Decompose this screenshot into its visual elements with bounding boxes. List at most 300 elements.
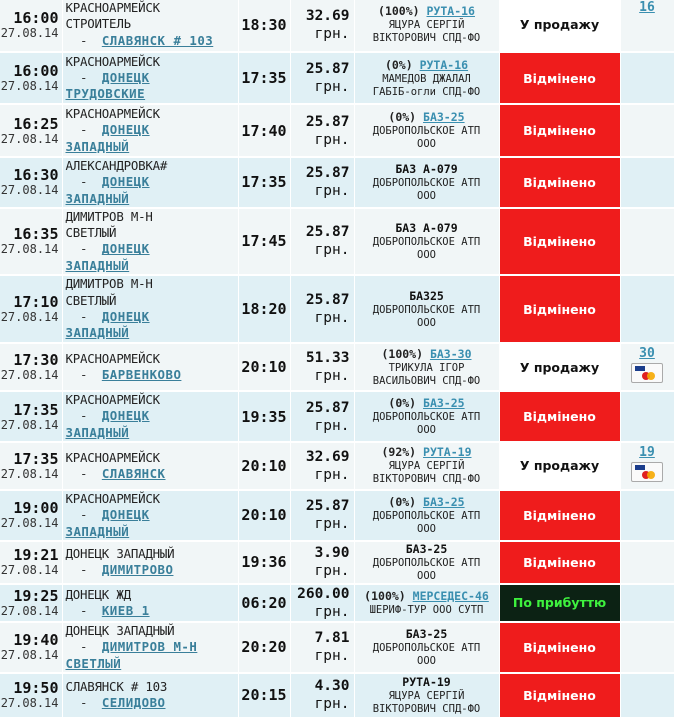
price-currency: грн. (314, 310, 350, 327)
table-row (0, 343, 674, 391)
status-badge: Відмінено (500, 175, 620, 190)
destination-link[interactable]: ДИМИТРОВ М-Н (101, 639, 198, 655)
price-value: 25.87 (305, 113, 350, 130)
price-cell (290, 275, 354, 343)
carrier-name: ДОБРОПОЛЬСКОЕ АТП (372, 125, 481, 137)
carrier-name: ООО (417, 138, 436, 150)
departure-date: 27.08.14 (0, 417, 59, 432)
bus-model: БАЗ А-079 (395, 161, 458, 176)
destination-line (66, 139, 238, 155)
carrier-name: ООО (417, 248, 436, 261)
destination-link[interactable]: ЗАПАДНЫЙ (65, 138, 130, 154)
occupancy-percent: (100%) (378, 4, 427, 18)
seats-cell (620, 157, 674, 208)
bus-cell (354, 391, 499, 442)
carrier-name: ГАБІБ-огли СПД-ФО (372, 85, 481, 98)
price-value: 25.87 (305, 224, 350, 241)
arrival-time: 20:10 (238, 490, 290, 541)
destination-line (66, 191, 238, 207)
occupancy-percent: (0%) (388, 396, 424, 411)
price-currency: грн. (314, 242, 350, 259)
status-cell (499, 490, 620, 541)
seats-cell (620, 622, 674, 673)
occupancy-percent: (0%) (388, 494, 424, 509)
destination-line (66, 524, 238, 540)
bus-line (355, 628, 499, 642)
carrier-name: ВАСИЛЬОВИЧ СПД-ФО (372, 374, 481, 387)
status-cell (499, 541, 620, 584)
destination-line (66, 425, 238, 441)
status-badge: У продажу (519, 458, 600, 474)
route-cell (62, 391, 238, 442)
status-cell (499, 442, 620, 490)
route-dash: - (65, 562, 102, 578)
departure-date: 27.08.14 (0, 603, 59, 618)
departure-date: 27.08.14 (0, 368, 59, 383)
occupancy-percent: (100%) (381, 346, 430, 361)
seats-cell (620, 490, 674, 541)
departure-date: 27.08.14 (0, 466, 59, 481)
destination-link[interactable]: СВЕТЛЫЙ (65, 655, 122, 671)
bus-line (355, 290, 499, 304)
price-currency: грн. (314, 648, 350, 665)
seats-cell (620, 584, 674, 622)
route-dash: - (65, 408, 102, 424)
carrier-name: ЯЦУРА СЕРГІЙ (388, 460, 465, 473)
bus-line (355, 496, 499, 510)
origin-name: СЛАВЯНСК # 103 (65, 679, 168, 695)
price-cell (290, 442, 354, 490)
price-currency: грн. (314, 466, 350, 483)
departure-date: 27.08.14 (0, 242, 59, 257)
price-cell (290, 157, 354, 208)
bus-cell (354, 622, 499, 673)
table-row (0, 490, 674, 541)
carrier-name: ВІКТОРОВИЧ СПД-ФО (372, 32, 481, 44)
seats-cell (620, 673, 674, 718)
arrival-time: 20:10 (238, 442, 290, 490)
destination-link[interactable]: ДОНЕЦК (101, 507, 150, 523)
route-dash: - (65, 174, 102, 190)
carrier-name: ДОБРОПОЛЬСКОЕ АТП (372, 411, 481, 424)
departure-cell (0, 541, 62, 584)
price-cell (290, 104, 354, 157)
price-cell (290, 622, 354, 673)
bus-line (355, 111, 499, 125)
bus-line (355, 446, 499, 460)
route-cell (62, 442, 238, 490)
price-value: 51.33 (305, 350, 350, 367)
table-row (0, 391, 674, 442)
table-row (0, 622, 674, 673)
route-dash: - (65, 465, 102, 481)
carrier-name: ООО (417, 654, 436, 667)
visa-mastercard-icon[interactable] (631, 462, 663, 482)
destination-link[interactable]: ДИМИТРОВО (101, 562, 174, 578)
bus-cell (354, 673, 499, 718)
route-dash: - (65, 32, 102, 48)
bus-cell (354, 442, 499, 490)
table-row (0, 0, 674, 52)
destination-link[interactable]: КИЕВ 1 (101, 602, 150, 618)
destination-link[interactable]: ЗАПАДНЫЙ (65, 257, 130, 273)
price-value: 32.69 (305, 448, 350, 465)
origin-name: КРАСНОАРМЕЙСК (65, 350, 160, 366)
arrival-time: 20:15 (238, 673, 290, 718)
bus-line (355, 163, 499, 177)
price-value: 25.87 (305, 399, 350, 416)
route-cell (62, 673, 238, 718)
departure-time: 19:50 (13, 679, 59, 698)
destination-link[interactable]: ДОНЕЦК (101, 69, 150, 85)
price-currency: грн. (314, 79, 350, 95)
seats-available-link[interactable]: 30 (639, 346, 655, 362)
price-cell (290, 343, 354, 391)
seats-cell (620, 275, 674, 343)
bus-model[interactable]: БАЗ-30 (429, 346, 472, 361)
carrier-name: ЯЦУРА СЕРГІЙ (388, 689, 465, 702)
status-cell (499, 52, 620, 104)
occupancy-percent: (92%) (381, 445, 424, 460)
departure-time: 16:30 (13, 166, 59, 185)
seats-cell (620, 343, 674, 391)
departure-time: 17:30 (13, 351, 59, 370)
bus-cell (354, 104, 499, 157)
departure-cell (0, 275, 62, 343)
bus-cell (354, 208, 499, 275)
bus-model[interactable]: РУТА-16 (426, 4, 475, 18)
destination-link[interactable]: БАРВЕНКОВО (101, 367, 182, 383)
bus-cell (354, 0, 499, 52)
seats-cell (620, 391, 674, 442)
occupancy-percent: (0%) (388, 110, 424, 124)
departure-date: 27.08.14 (0, 131, 59, 146)
route-cell (62, 622, 238, 673)
status-badge: По прибуттю (500, 595, 620, 610)
departure-cell (0, 0, 62, 52)
status-cell (499, 673, 620, 718)
origin-name: КРАСНОАРМЕЙСК (65, 392, 160, 408)
departure-date: 27.08.14 (0, 310, 59, 325)
departure-cell (0, 490, 62, 541)
departure-cell (0, 622, 62, 673)
origin-name: КРАСНОАРМЕЙСК (65, 490, 160, 506)
origin-name: СВЕТЛЫЙ (65, 225, 117, 241)
bus-line (355, 676, 499, 690)
destination-line (66, 241, 238, 257)
arrival-time: 20:10 (238, 343, 290, 391)
departure-time: 19:40 (13, 631, 59, 650)
destination-line (66, 639, 238, 655)
price-cell (290, 541, 354, 584)
price-currency: грн. (314, 417, 350, 434)
departure-time: 17:35 (13, 449, 59, 468)
mastercard-orange-circle (647, 471, 655, 479)
destination-link[interactable]: ТРУДОВСКИЕ (65, 86, 146, 102)
departure-cell (0, 104, 62, 157)
status-badge: Відмінено (500, 123, 620, 138)
origin-name: КРАСНОАРМЕЙСК (65, 53, 160, 69)
route-cell (62, 275, 238, 343)
route-dash: - (65, 241, 102, 257)
bus-model[interactable]: БАЗ-25 (423, 396, 465, 411)
price-currency: грн. (314, 368, 350, 385)
departure-time: 19:00 (13, 499, 59, 518)
status-badge: Відмінено (500, 688, 620, 703)
arrival-time: 17:35 (238, 52, 290, 104)
destination-link[interactable]: ЗАПАДНЫЙ (65, 325, 130, 341)
departure-time: 17:35 (13, 400, 59, 419)
status-cell (499, 157, 620, 208)
route-dash: - (65, 367, 102, 383)
destination-link[interactable]: ДОНЕЦК (101, 309, 150, 325)
arrival-time: 19:36 (238, 541, 290, 584)
carrier-name: ООО (417, 522, 436, 535)
destination-line (66, 325, 238, 341)
status-cell (499, 104, 620, 157)
bus-cell (354, 275, 499, 343)
status-cell (499, 275, 620, 343)
bus-cell (354, 157, 499, 208)
departure-time: 16:00 (13, 8, 59, 27)
route-dash: - (65, 69, 102, 85)
route-cell (62, 104, 238, 157)
arrival-time: 20:20 (238, 622, 290, 673)
bus-line (355, 590, 499, 604)
status-badge: Відмінено (500, 302, 620, 317)
visa-mark (635, 366, 645, 371)
destination-link[interactable]: ЗАПАДНЫЙ (65, 523, 130, 539)
arrival-time: 17:40 (238, 104, 290, 157)
bus-model[interactable]: МЕРСЕДЕС-46 (412, 588, 489, 603)
route-cell (62, 584, 238, 622)
departure-date: 27.08.14 (0, 183, 59, 198)
price-cell (290, 391, 354, 442)
carrier-name: ООО (417, 189, 436, 202)
origin-name: ДИМИТРОВ М-Н (65, 276, 153, 292)
departure-time: 16:25 (13, 114, 59, 133)
bus-line (355, 222, 499, 236)
carrier-name: ВІКТОРОВИЧ СПД-ФО (372, 473, 481, 486)
carrier-name: ЯЦУРА СЕРГІЙ (388, 19, 465, 31)
destination-link[interactable]: ДОНЕЦК (101, 174, 150, 190)
price-cell (290, 208, 354, 275)
bus-model: БАЗ25 (409, 288, 444, 303)
bus-line (355, 543, 499, 557)
price-value: 32.69 (305, 7, 350, 24)
origin-name: АЛЕКСАНДРОВКА# (65, 158, 168, 173)
route-dash: - (65, 309, 102, 325)
destination-line (66, 86, 238, 102)
origin-name: ДОНЕЦК ЗАПАДНЫЙ (65, 622, 175, 638)
route-cell (62, 490, 238, 541)
route-cell (62, 0, 238, 52)
departure-cell (0, 52, 62, 104)
destination-link[interactable]: ЗАПАДНЫЙ (65, 190, 130, 206)
bus-model[interactable]: РУТА-19 (423, 445, 472, 460)
seats-cell (620, 0, 674, 52)
origin-name: КРАСНОАРМЕЙСК (65, 106, 160, 122)
destination-line (66, 258, 238, 274)
bus-model: БАЗ А-079 (395, 220, 458, 235)
destination-line (66, 70, 238, 86)
price-currency: грн. (314, 563, 350, 580)
price-cell (290, 673, 354, 718)
price-currency: грн. (314, 696, 350, 713)
table-row (0, 275, 674, 343)
arrival-time: 06:20 (238, 584, 290, 622)
carrier-name: ООО (417, 569, 436, 582)
route-cell (62, 157, 238, 208)
origin-name: КРАСНОАРМЕЙСК (65, 0, 160, 16)
departure-time: 16:00 (13, 62, 59, 80)
bus-cell (354, 52, 499, 104)
bus-model[interactable]: БАЗ-25 (423, 110, 465, 124)
price-cell (290, 52, 354, 104)
carrier-name: МАМЕДОВ ДЖАЛАЛ (382, 72, 471, 85)
route-cell (62, 343, 238, 391)
bus-line (355, 5, 499, 19)
price-currency: грн. (314, 25, 350, 42)
seats-cell (620, 104, 674, 157)
origin-name: ДОНЕЦК ЗАПАДНЫЙ (65, 546, 175, 562)
destination-link[interactable]: ДОНЕЦК (101, 241, 150, 257)
status-badge: Відмінено (500, 640, 620, 655)
route-cell (62, 541, 238, 584)
table-row (0, 52, 674, 104)
departure-cell (0, 673, 62, 718)
price-cell (290, 584, 354, 622)
price-value: 4.30 (314, 678, 350, 695)
occupancy-percent: (100%) (364, 588, 413, 603)
origin-name: СТРОИТЕЛЬ (65, 16, 131, 32)
route-dash: - (65, 122, 102, 138)
carrier-name: ДОБРОПОЛЬСКОЕ АТП (372, 556, 481, 569)
price-value: 25.87 (305, 165, 350, 182)
price-cell (290, 490, 354, 541)
seats-available-link[interactable]: 19 (639, 444, 655, 460)
destination-line (66, 408, 238, 424)
price-value: 260.00 (297, 585, 350, 602)
bus-cell (354, 490, 499, 541)
status-cell (499, 622, 620, 673)
table-row (0, 673, 674, 718)
bus-line (355, 59, 499, 73)
destination-link[interactable]: СЛАВЯНСК # 103 (101, 32, 214, 48)
bus-model[interactable]: РУТА-16 (419, 57, 469, 72)
carrier-name: ДОБРОПОЛЬСКОЕ АТП (372, 509, 481, 522)
origin-name: ДОНЕЦК ЖД (65, 586, 131, 602)
bus-line (355, 397, 499, 411)
route-dash: - (65, 507, 102, 523)
origin-name: КРАСНОАРМЕЙСК (65, 449, 160, 465)
mastercard-orange-circle (647, 372, 655, 380)
destination-line (66, 562, 238, 578)
departure-time: 16:35 (13, 225, 59, 244)
status-badge: Відмінено (500, 71, 620, 86)
seats-cell (620, 442, 674, 490)
bus-model: БАЗ-25 (405, 626, 448, 641)
carrier-name: ДОБРОПОЛЬСКОЕ АТП (372, 641, 481, 654)
carrier-name: ООО (417, 316, 436, 329)
price-value: 7.81 (314, 630, 350, 647)
bus-model[interactable]: БАЗ-25 (423, 494, 465, 509)
status-cell (499, 343, 620, 391)
status-badge: У продажу (519, 17, 600, 32)
route-dash: - (65, 602, 102, 618)
destination-link[interactable]: ДОНЕЦК (101, 122, 150, 138)
arrival-time: 17:35 (238, 157, 290, 208)
status-badge: Відмінено (500, 555, 620, 570)
carrier-name: ДОБРОПОЛЬСКОЕ АТП (372, 303, 481, 316)
card-wrap (621, 460, 674, 486)
arrival-time: 18:20 (238, 275, 290, 343)
carrier-name: ДОБРОПОЛЬСКОЕ АТП (372, 176, 481, 189)
destination-link[interactable]: ЗАПАДНЫЙ (65, 424, 130, 440)
departure-time: 19:21 (13, 546, 59, 565)
status-badge: Відмінено (500, 234, 620, 249)
table-row (0, 442, 674, 490)
destination-link[interactable]: ДОНЕЦК (101, 408, 150, 424)
seats-cell (620, 52, 674, 104)
destination-line (66, 122, 238, 138)
status-cell (499, 584, 620, 622)
status-badge: У продажу (519, 359, 600, 375)
departure-date: 27.08.14 (0, 79, 59, 93)
destination-line (66, 695, 238, 711)
departure-cell (0, 442, 62, 490)
bus-line (355, 348, 499, 362)
destination-line (66, 367, 238, 383)
departure-time: 19:25 (13, 586, 59, 605)
destination-line (66, 603, 238, 619)
bus-cell (354, 343, 499, 391)
destination-link[interactable]: СЛАВЯНСК (101, 465, 166, 481)
departure-cell (0, 343, 62, 391)
price-value: 25.87 (305, 292, 350, 309)
destination-link[interactable]: СЕЛИДОВО (101, 695, 166, 711)
route-dash: - (65, 695, 102, 711)
visa-mark (635, 465, 645, 470)
price-currency: грн. (314, 603, 350, 620)
departure-cell (0, 391, 62, 442)
status-cell (499, 0, 620, 52)
carrier-name: ШЕРИФ-ТУР ООО СУТП (369, 603, 484, 616)
seats-cell (620, 208, 674, 275)
price-currency: грн. (314, 516, 350, 533)
table-row (0, 208, 674, 275)
price-value: 25.87 (305, 498, 350, 515)
bus-cell (354, 541, 499, 584)
seats-available-link[interactable]: 16 (639, 0, 655, 15)
visa-mastercard-icon[interactable] (631, 363, 663, 383)
departure-date: 27.08.14 (0, 516, 59, 531)
origin-name: ДИМИТРОВ М-Н (65, 208, 153, 224)
destination-line (66, 174, 238, 190)
departure-cell (0, 157, 62, 208)
carrier-name: ДОБРОПОЛЬСКОЕ АТП (372, 235, 481, 248)
departure-date: 27.08.14 (0, 25, 59, 40)
price-value: 3.90 (314, 545, 350, 562)
bus-model: БАЗ-25 (405, 541, 448, 556)
destination-line (66, 466, 238, 482)
route-cell (62, 52, 238, 104)
destination-line (66, 656, 238, 672)
status-cell (499, 208, 620, 275)
arrival-time: 19:35 (238, 391, 290, 442)
status-badge: Відмінено (500, 409, 620, 424)
price-currency: грн. (314, 183, 350, 200)
